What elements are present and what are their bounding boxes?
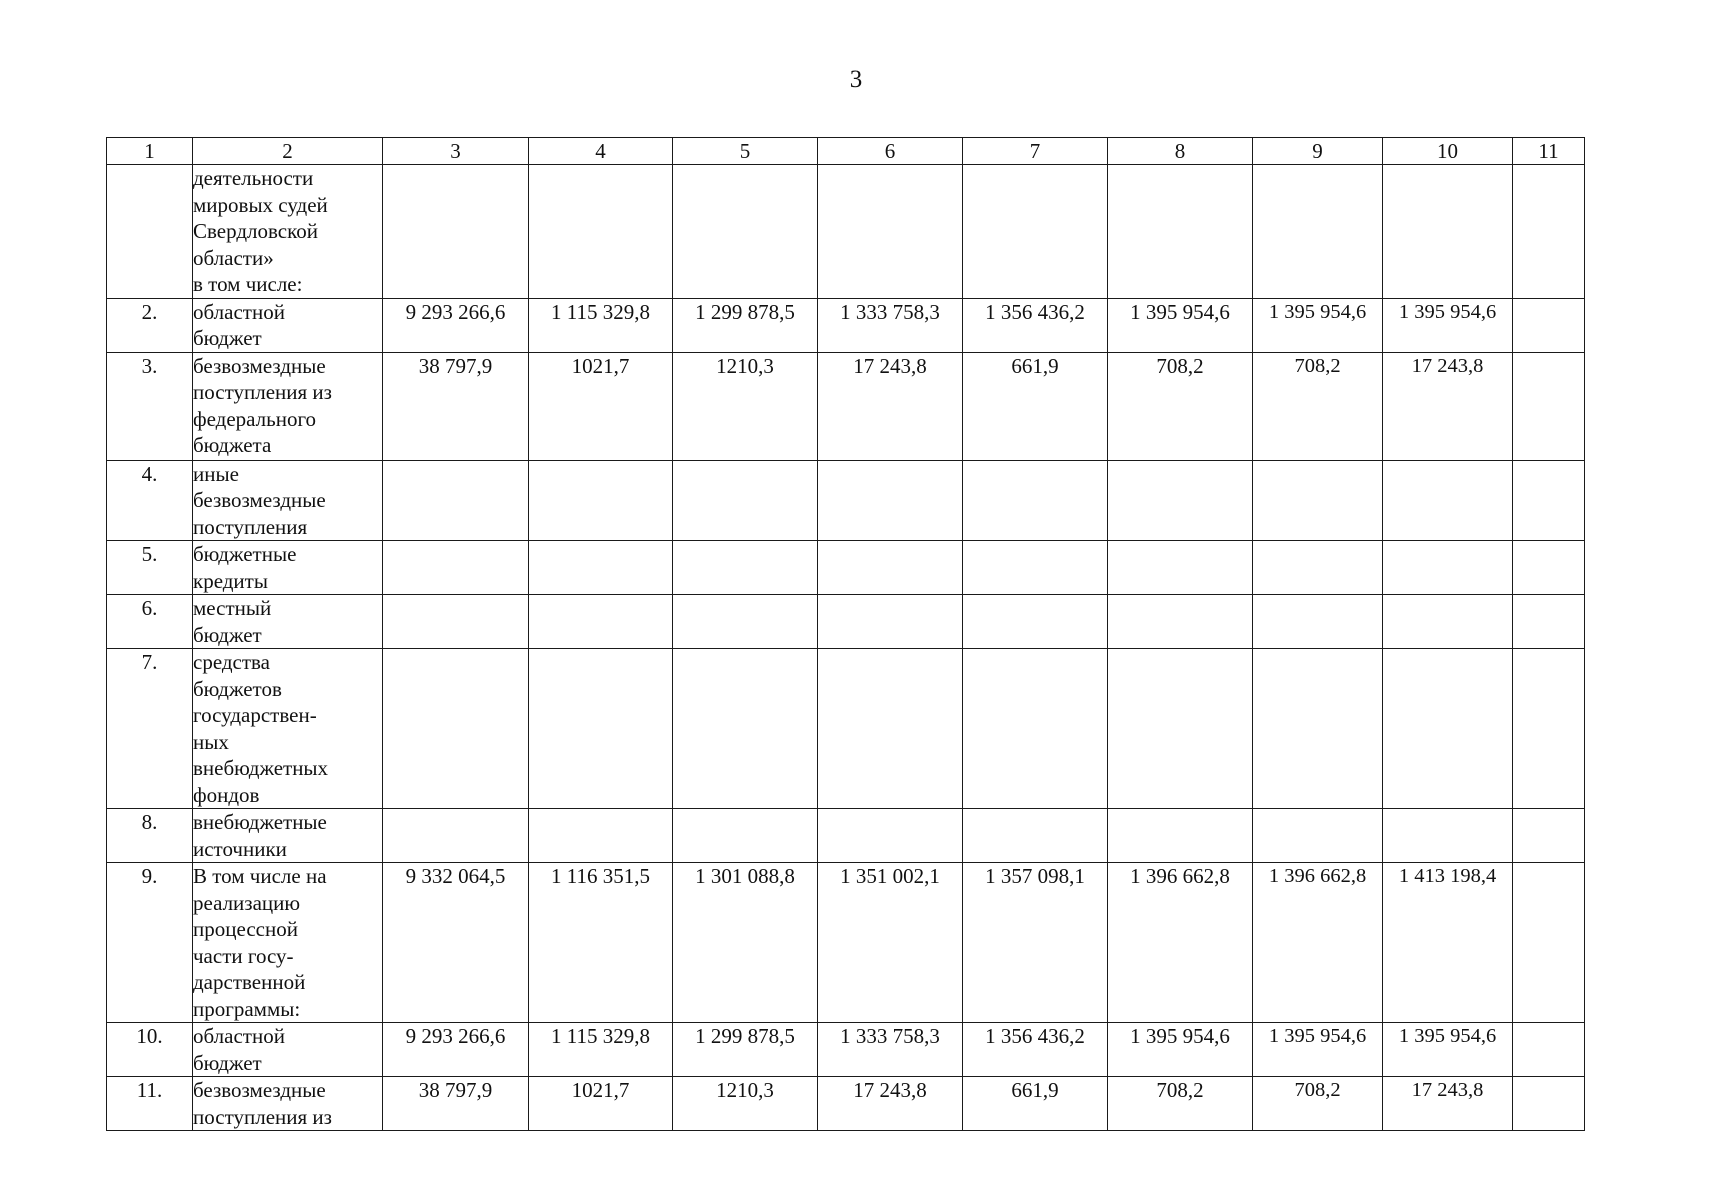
row-label-cell [193, 460, 383, 541]
row-label-line: ных [193, 729, 229, 754]
row-label-line: дарственной [193, 970, 306, 994]
value-cell-col-4 [529, 165, 673, 299]
value-cell-col-9: 1 396 662,8 [1253, 863, 1383, 1023]
value-cell-col-9 [1253, 541, 1383, 595]
value-cell-col-8: 708,2 [1108, 352, 1253, 460]
value-cell-col-6 [818, 595, 963, 649]
value-cell-col-9: 708,2 [1253, 1077, 1383, 1131]
row-label-cell [193, 809, 383, 863]
value-cell-col-11 [1513, 165, 1585, 299]
row-label-line: источники [193, 836, 287, 861]
row-label-line: средства [193, 650, 271, 674]
value-cell-col-4: 1 115 329,8 [529, 298, 673, 352]
row-label-cell [193, 352, 383, 460]
table-row [107, 298, 1585, 352]
value-cell-col-9 [1253, 165, 1383, 299]
page-number: 3 [849, 66, 863, 93]
value-cell-col-7: 661,9 [963, 352, 1108, 460]
value-cell-col-6 [818, 165, 963, 299]
value-cell-col-8: 1 396 662,8 [1108, 863, 1253, 1023]
column-header: 6 [818, 138, 963, 165]
row-label-line: областной [193, 1024, 285, 1048]
table-row [107, 541, 1585, 595]
row-label-line: государствен- [193, 703, 317, 727]
value-cell-col-5: 1 301 088,8 [673, 863, 818, 1023]
table-row [107, 863, 1585, 1023]
value-cell-col-5 [673, 541, 818, 595]
value-cell-col-11 [1513, 649, 1585, 809]
row-label-cell [193, 863, 383, 1023]
value-cell-col-6: 1 333 758,3 [818, 1023, 963, 1077]
row-label-cell [193, 1077, 383, 1131]
value-cell-col-7 [963, 595, 1108, 649]
row-label-line: кредиты [193, 568, 268, 593]
value-cell-col-10 [1383, 460, 1513, 541]
value-cell-col-8: 708,2 [1108, 1077, 1253, 1131]
column-header: 4 [529, 138, 673, 165]
value-cell-col-5 [673, 460, 818, 541]
value-cell-col-8 [1108, 809, 1253, 863]
value-cell-col-10 [1383, 809, 1513, 863]
value-cell-col-9 [1253, 809, 1383, 863]
row-label-line: безвозмездные [193, 353, 326, 378]
value-cell-col-7 [963, 541, 1108, 595]
row-number-cell: 7. [107, 649, 193, 809]
value-cell-col-10 [1383, 165, 1513, 299]
column-header: 11 [1513, 138, 1585, 165]
row-label-line: в том числе: [193, 272, 303, 296]
row-label-line: части госу- [193, 943, 294, 968]
row-label-line: бюджетные [193, 542, 297, 566]
value-cell-col-8: 1 395 954,6 [1108, 298, 1253, 352]
value-cell-col-4 [529, 595, 673, 649]
budget-table [106, 137, 1585, 1131]
value-cell-col-6 [818, 809, 963, 863]
column-header: 1 [107, 138, 193, 165]
row-label-line: безвозмездные [193, 488, 326, 512]
value-cell-col-11 [1513, 595, 1585, 649]
row-label-line: поступления из [193, 380, 332, 404]
value-cell-col-10: 17 243,8 [1383, 1077, 1513, 1131]
value-cell-col-11 [1513, 1077, 1585, 1131]
row-number-cell [107, 165, 193, 299]
value-cell-col-9: 1 395 954,6 [1253, 298, 1383, 352]
value-cell-col-4: 1021,7 [529, 1077, 673, 1131]
row-label-line: деятельности [193, 166, 314, 190]
row-label-cell [193, 1023, 383, 1077]
value-cell-col-9 [1253, 649, 1383, 809]
table-row [107, 460, 1585, 541]
value-cell-col-7 [963, 809, 1108, 863]
column-header: 9 [1253, 138, 1383, 165]
value-cell-col-7 [963, 460, 1108, 541]
value-cell-col-4: 1 115 329,8 [529, 1023, 673, 1077]
value-cell-col-10 [1383, 595, 1513, 649]
value-cell-col-3 [383, 165, 529, 299]
value-cell-col-4: 1021,7 [529, 352, 673, 460]
row-number-cell: 10. [107, 1023, 193, 1077]
value-cell-col-11 [1513, 809, 1585, 863]
value-cell-col-7: 661,9 [963, 1077, 1108, 1131]
table-row [107, 649, 1585, 809]
value-cell-col-3: 9 332 064,5 [383, 863, 529, 1023]
row-label-line: бюджет [193, 622, 262, 647]
row-label-line: бюджет [193, 326, 262, 350]
value-cell-col-8: 1 395 954,6 [1108, 1023, 1253, 1077]
value-cell-col-11 [1513, 1023, 1585, 1077]
value-cell-col-5: 1 299 878,5 [673, 298, 818, 352]
value-cell-col-5 [673, 595, 818, 649]
row-label-line: бюджета [193, 433, 272, 457]
value-cell-col-10: 1 395 954,6 [1383, 298, 1513, 352]
value-cell-col-4: 1 116 351,5 [529, 863, 673, 1023]
value-cell-col-10 [1383, 649, 1513, 809]
value-cell-col-8 [1108, 541, 1253, 595]
column-header: 7 [963, 138, 1108, 165]
value-cell-col-7: 1 357 098,1 [963, 863, 1108, 1023]
value-cell-col-7: 1 356 436,2 [963, 1023, 1108, 1077]
value-cell-col-8 [1108, 460, 1253, 541]
row-number-cell: 9. [107, 863, 193, 1023]
value-cell-col-11 [1513, 352, 1585, 460]
row-label-cell [193, 165, 383, 299]
value-cell-col-5 [673, 809, 818, 863]
value-cell-col-9 [1253, 460, 1383, 541]
value-cell-col-8 [1108, 649, 1253, 809]
row-label-line: иные [193, 461, 239, 486]
row-label-line: внебюджетные [193, 810, 327, 834]
row-label-line: фондов [193, 782, 260, 807]
value-cell-col-10: 1 413 198,4 [1383, 863, 1513, 1023]
value-cell-col-6: 1 351 002,1 [818, 863, 963, 1023]
value-cell-col-5: 1 299 878,5 [673, 1023, 818, 1077]
column-header: 2 [193, 138, 383, 165]
value-cell-col-9: 1 395 954,6 [1253, 1023, 1383, 1077]
value-cell-col-6: 17 243,8 [818, 352, 963, 460]
row-label-line: поступления из [193, 1104, 332, 1129]
value-cell-col-10 [1383, 541, 1513, 595]
row-label-line: программы: [193, 996, 301, 1021]
row-number-cell: 3. [107, 352, 193, 460]
value-cell-col-11 [1513, 863, 1585, 1023]
value-cell-col-6: 1 333 758,3 [818, 298, 963, 352]
row-number-cell: 4. [107, 460, 193, 541]
column-header: 3 [383, 138, 529, 165]
row-label-line: областной [193, 299, 285, 324]
value-cell-col-3 [383, 541, 529, 595]
value-cell-col-3 [383, 649, 529, 809]
value-cell-col-11 [1513, 460, 1585, 541]
table-row [107, 165, 1585, 299]
table-body [107, 165, 1585, 1131]
row-number-cell: 5. [107, 541, 193, 595]
row-label-cell [193, 595, 383, 649]
table-row [107, 352, 1585, 460]
value-cell-col-3: 38 797,9 [383, 1077, 529, 1131]
value-cell-col-6: 17 243,8 [818, 1077, 963, 1131]
value-cell-col-5 [673, 649, 818, 809]
table-row [107, 1023, 1585, 1077]
value-cell-col-8 [1108, 595, 1253, 649]
table-row [107, 809, 1585, 863]
row-label-line: В том числе на [193, 864, 327, 888]
value-cell-col-7 [963, 649, 1108, 809]
value-cell-col-9 [1253, 595, 1383, 649]
value-cell-col-3 [383, 809, 529, 863]
row-label-line: федерального [193, 406, 317, 431]
value-cell-col-4 [529, 809, 673, 863]
table-row [107, 1077, 1585, 1131]
value-cell-col-11 [1513, 541, 1585, 595]
value-cell-col-10: 17 243,8 [1383, 352, 1513, 460]
row-number-cell: 6. [107, 595, 193, 649]
value-cell-col-3: 9 293 266,6 [383, 298, 529, 352]
column-header: 8 [1108, 138, 1253, 165]
value-cell-col-6 [818, 460, 963, 541]
row-label-cell [193, 649, 383, 809]
column-header: 10 [1383, 138, 1513, 165]
value-cell-col-3 [383, 460, 529, 541]
value-cell-col-3 [383, 595, 529, 649]
row-label-line: области» [193, 245, 274, 270]
row-label-line: безвозмездные [193, 1078, 326, 1102]
row-label-line: местный [193, 596, 272, 620]
value-cell-col-7: 1 356 436,2 [963, 298, 1108, 352]
value-cell-col-4 [529, 649, 673, 809]
value-cell-col-11 [1513, 298, 1585, 352]
row-label-cell [193, 298, 383, 352]
row-label-line: реализацию [193, 890, 301, 915]
column-number-row [107, 138, 1585, 165]
row-label-line: бюджет [193, 1050, 262, 1075]
value-cell-col-10: 1 395 954,6 [1383, 1023, 1513, 1077]
row-number-cell: 2. [107, 298, 193, 352]
value-cell-col-7 [963, 165, 1108, 299]
value-cell-col-4 [529, 541, 673, 595]
value-cell-col-5 [673, 165, 818, 299]
column-header: 5 [673, 138, 818, 165]
row-label-line: поступления [193, 514, 308, 539]
row-number-cell: 11. [107, 1077, 193, 1131]
value-cell-col-9: 708,2 [1253, 352, 1383, 460]
row-label-line: бюджетов [193, 676, 282, 701]
row-label-line: внебюджетных [193, 756, 329, 780]
value-cell-col-6 [818, 541, 963, 595]
table-row [107, 595, 1585, 649]
value-cell-col-3: 9 293 266,6 [383, 1023, 529, 1077]
value-cell-col-4 [529, 460, 673, 541]
value-cell-col-3: 38 797,9 [383, 352, 529, 460]
row-label-line: Свердловской [193, 219, 318, 243]
row-label-cell [193, 541, 383, 595]
value-cell-col-5: 1210,3 [673, 352, 818, 460]
row-number-cell: 8. [107, 809, 193, 863]
row-label-line: процессной [193, 917, 298, 941]
value-cell-col-6 [818, 649, 963, 809]
value-cell-col-8 [1108, 165, 1253, 299]
row-label-line: мировых судей [193, 192, 328, 217]
value-cell-col-5: 1210,3 [673, 1077, 818, 1131]
